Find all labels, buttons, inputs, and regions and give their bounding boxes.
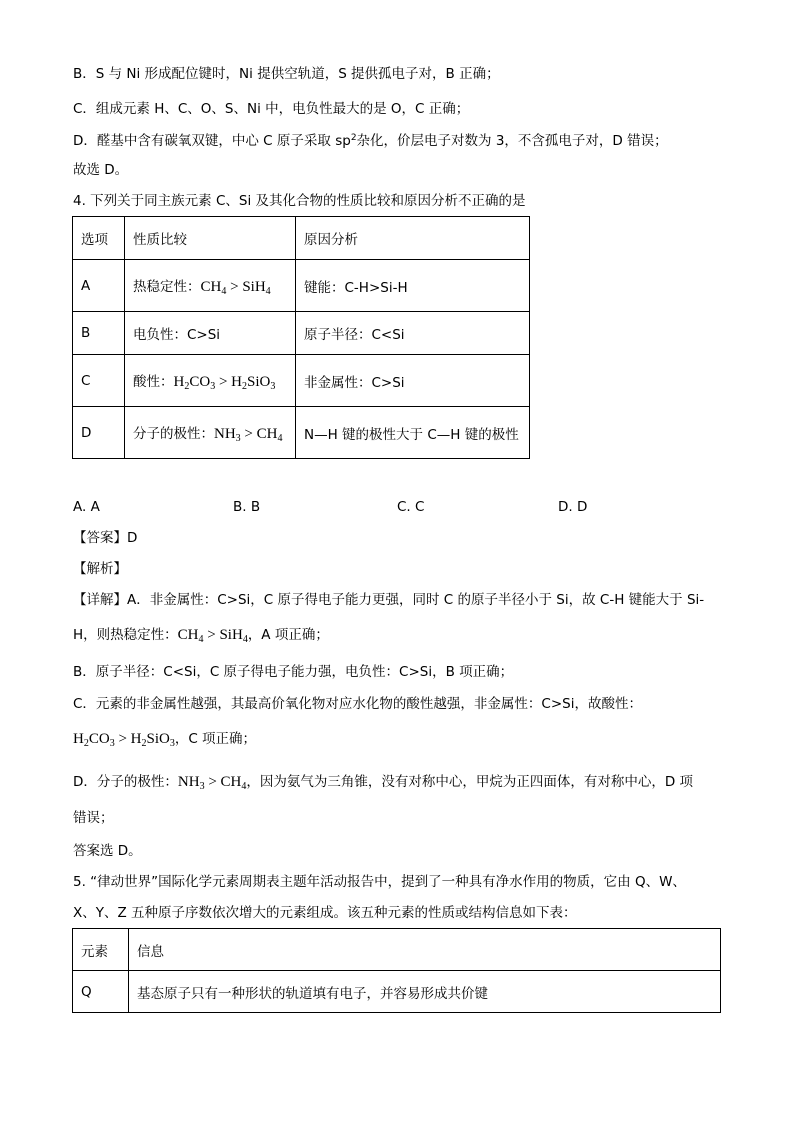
row-reason: N—H 键的极性大于 C—H 键的极性 [296, 407, 530, 459]
q3-option-b-explanation: B．S 与 Ni 形成配位键时，Ni 提供空轨道，S 提供孤电子对，B 正确； [73, 66, 500, 82]
detail-d-line-2: 错误； [73, 810, 114, 826]
analysis-tag: 【解析】 [73, 561, 127, 577]
row-reason: 键能：C-H>Si-H [296, 260, 530, 312]
q5-table [72, 928, 721, 1013]
header-element: 元素 [73, 929, 129, 971]
detail-d1-end: ，因为氨气为三角锥，没有对称中心，甲烷为正四面体，有对称中心，D 项 [246, 774, 694, 790]
formula-nh3-ch4: $NH_3 > CH_4$ [177, 774, 247, 792]
operator-gt: > [226, 279, 243, 295]
table-row [73, 312, 530, 355]
table-header-row [73, 929, 721, 971]
table-row [73, 407, 530, 459]
property-label: 分子的极性： [133, 426, 214, 442]
option-a: A. A [73, 499, 100, 515]
row-info: 基态原子只有一种形状的轨道填有电子，并容易形成共价键 [129, 971, 721, 1013]
detail-c-line-1: C．元素的非金属性越强，其最高价氧化物对应水化物的酸性越强，非金属性：C>Si，故酸性： [73, 696, 642, 712]
row-reason: 原子半径：C<Si [296, 312, 530, 355]
row-key: B [73, 312, 125, 355]
q3-d-text-1: D．醛基中含有碳氧双键，中心 C 原子采取 sp [73, 133, 351, 149]
q3-d-text-2: 杂化，价层电子对数为 3，不含孤电子对，D 错误； [356, 133, 668, 149]
formula-sih4: SiH$_4$ [242, 279, 271, 297]
formula-ch4: $CH_4 > SiH_4$ [177, 627, 248, 645]
row-property [125, 355, 296, 407]
row-reason: 非金属性：C>Si [296, 355, 530, 407]
formula-h2sio3: $H_2SiO_3$ [231, 374, 276, 392]
q4-stem: 4. 下列关于同主族元素 C、Si 及其化合物的性质比较和原因分析不正确的是 [73, 193, 526, 209]
table-row [73, 971, 721, 1013]
formula-ch4: $CH_4$ [200, 279, 227, 297]
formula-ch4: $CH_4$ [256, 426, 283, 444]
formula-nh3: $NH_3$ [214, 426, 241, 444]
q5-stem-line-2: X、Y、Z 五种原子序数依次增大的元素组成。该五种元素的性质或结构信息如下表： [73, 905, 577, 921]
header-info: 信息 [129, 929, 721, 971]
table-row [73, 355, 530, 407]
detail-a-text: A．非金属性：C>Si，C 原子得电子能力更强，同时 C 的原子半径小于 Si，故 C-H 键能大于 Si- [127, 592, 705, 608]
q3-option-c-explanation: C．组成元素 H、C、O、S、Ni 中，电负性最大的是 O，C 正确； [73, 101, 470, 117]
q5-stem-line-1: 5. “律动世界”国际化学元素周期表主题年活动报告中，提到了一种具有净水作用的物质，它由 Q、W、 [73, 874, 686, 890]
formula-h2co3: $H_2CO_3$ [173, 374, 216, 392]
table-header-row [73, 217, 530, 260]
option-b: B. B [233, 499, 261, 515]
row-key: C [73, 355, 125, 407]
answer-value: D [127, 530, 138, 546]
property-label: 酸性： [133, 374, 174, 390]
row-property [125, 407, 296, 459]
detail-d-line-1 [73, 772, 693, 792]
detail-b-line: B．原子半径：C<Si，C 原子得电子能力强，电负性：C>Si，B 项正确； [73, 664, 514, 680]
detail-a-line-1 [73, 590, 704, 610]
row-key: A [73, 260, 125, 312]
answer-tag: 【答案】 [73, 530, 127, 546]
detail-c-line-2 [73, 729, 256, 749]
row-property: 电负性：C>Si [125, 312, 296, 355]
row-element: Q [73, 971, 129, 1013]
header-reason: 原因分析 [296, 217, 530, 260]
row-key: D [73, 407, 125, 459]
option-d: D. D [558, 499, 588, 515]
header-option: 选项 [73, 217, 125, 260]
q3-option-d-explanation [73, 131, 668, 151]
property-label: 热稳定性： [133, 279, 201, 295]
detail-tag: 【详解】 [73, 592, 127, 608]
q3-d-superscript: 2 [350, 133, 357, 143]
header-property: 性质比较 [125, 217, 296, 260]
q3-final-answer: 故选 D。 [73, 162, 129, 178]
detail-c2-end: ，C 项正确； [174, 731, 257, 747]
operator-gt: > [240, 426, 257, 442]
detail-a2-text: H，则热稳定性： [73, 627, 178, 643]
answer-line [73, 528, 137, 548]
detail-d1-text: D．分子的极性： [73, 774, 178, 790]
detail-a-line-2 [73, 625, 329, 645]
row-property [125, 260, 296, 312]
operator-gt: > [215, 374, 232, 390]
option-c: C. C [397, 499, 425, 515]
q4-final-answer: 答案选 D。 [73, 843, 142, 859]
table-row [73, 260, 530, 312]
formula-h2co3-h2sio3: $H_2CO_3 > H_2SiO_3$ [73, 731, 175, 749]
q4-table [72, 216, 530, 459]
detail-a2-end: ，A 项正确； [247, 627, 329, 643]
